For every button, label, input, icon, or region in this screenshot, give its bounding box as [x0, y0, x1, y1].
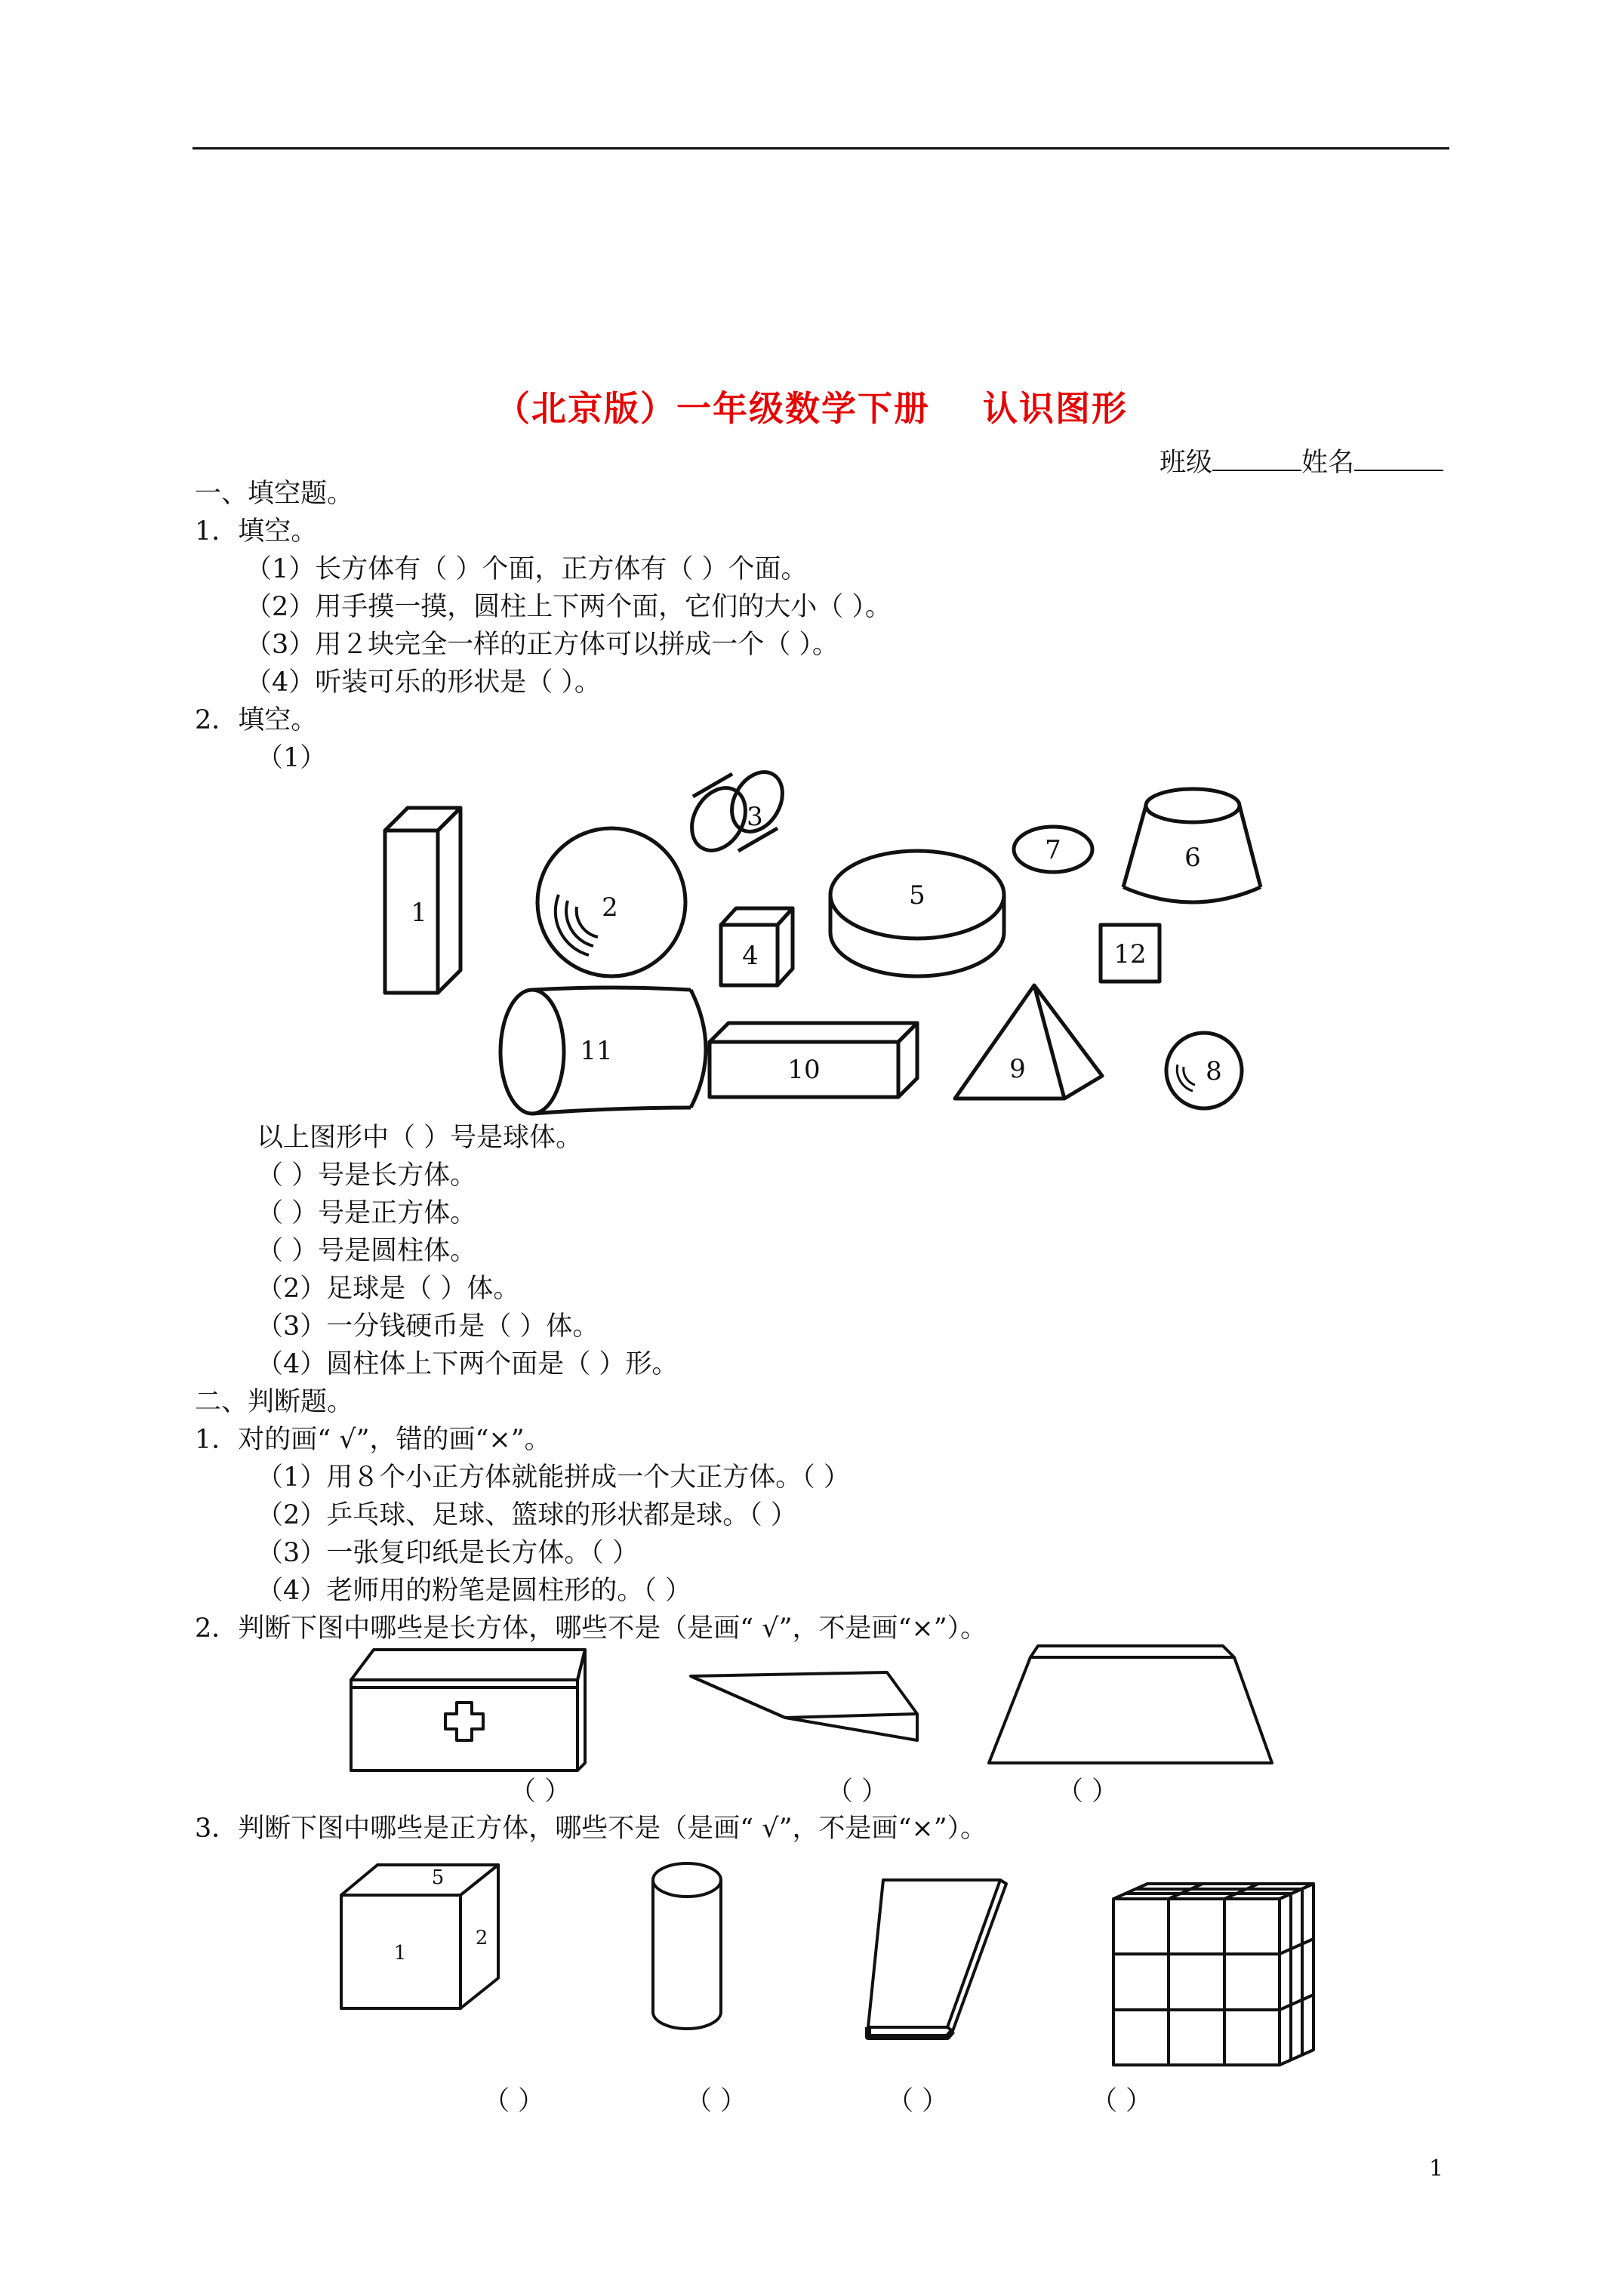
book-shape [868, 1880, 1006, 2037]
shape-label-9: 9 [1009, 1054, 1026, 1084]
cylinder-shape [653, 1863, 721, 2029]
question-heading: 2．判断下图中哪些是长方体，哪些不是（是画“ √”，不是画“×”）。 [195, 1613, 987, 1644]
question-item: （4）圆柱体上下两个面是（ ）形。 [257, 1349, 679, 1379]
name-blank[interactable] [1354, 447, 1443, 471]
question-item: （2）用手摸一摸，圆柱上下两个面，它们的大小（ ）。 [245, 592, 892, 622]
shape-label-5: 5 [909, 880, 925, 911]
question-item: （ ）号是圆柱体。 [257, 1236, 477, 1266]
cube-face-label-5: 5 [431, 1866, 445, 1889]
shape-label-1: 1 [411, 898, 427, 928]
question-item: （2）足球是（ ）体。 [257, 1274, 520, 1304]
question-item: （4）老师用的粉笔是圆柱形的。（ ） [257, 1576, 691, 1606]
answer-paren[interactable]: （ ） [1091, 2086, 1153, 2116]
title-topic: 认识图形 [983, 388, 1128, 429]
section-heading: 一、填空题。 [195, 479, 354, 509]
question-heading: 2．填空。 [195, 705, 318, 735]
worksheet-title [0, 381, 1623, 431]
answer-paren[interactable]: （ ） [827, 1777, 888, 1807]
page-number: 1 [1429, 2156, 1444, 2182]
class-blank[interactable] [1212, 447, 1301, 471]
answer-paren[interactable]: （ ） [887, 2086, 949, 2116]
cuboid-judgement-figure [343, 1642, 1295, 1778]
first-aid-box [351, 1650, 585, 1771]
shapes-figure [370, 766, 1268, 1114]
question-item: 以上图形中（ ）号是球体。 [257, 1123, 583, 1153]
question-item: （ ）号是长方体。 [257, 1160, 477, 1191]
cube-judgement-figure [332, 1850, 1313, 2076]
shape-3-cylinder [681, 763, 793, 860]
shape-9-pyramid [955, 985, 1102, 1099]
trapezoid-prism [989, 1646, 1272, 1763]
shape-label-3: 3 [747, 802, 763, 832]
question-item: （3）一张复印纸是长方体。（ ） [257, 1538, 639, 1568]
shape-label-8: 8 [1206, 1056, 1222, 1086]
cube-face-label-2: 2 [475, 1927, 488, 1949]
question-heading: 1．填空。 [195, 516, 318, 547]
question-item: （4）听装可乐的形状是（ ）。 [245, 667, 601, 698]
shape-label-12: 12 [1113, 939, 1147, 969]
question-item: （1）长方体有（ ）个面，正方体有（ ）个面。 [245, 554, 808, 584]
answer-paren[interactable]: （ ） [483, 2086, 545, 2116]
shape-label-6: 6 [1184, 843, 1201, 873]
question-item: （3）用２块完全一样的正方体可以拼成一个（ ）。 [245, 630, 839, 660]
class-label: 班级 [1159, 448, 1212, 478]
question-item: （2）乒乓球、足球、篮球的形状都是球。（ ） [257, 1500, 797, 1530]
question-heading: 1．对的画“ √”，错的画“×”。 [195, 1425, 551, 1455]
header-rule [192, 147, 1449, 149]
section-heading: 二、判断题。 [195, 1387, 354, 1417]
grid-cube [1113, 1884, 1313, 2065]
shape-8-sphere [1166, 1033, 1242, 1108]
answer-paren[interactable]: （ ） [510, 1777, 571, 1807]
cube-face-label-1: 1 [393, 1942, 407, 1965]
question-item: （ ）号是正方体。 [257, 1198, 477, 1228]
class-name-field [1160, 442, 1443, 479]
shape-label-4: 4 [742, 941, 759, 971]
question-item: （3）一分钱硬币是（ ）体。 [257, 1311, 599, 1342]
shape-label-10: 10 [787, 1055, 821, 1085]
shape-label-11: 11 [580, 1036, 613, 1066]
answer-paren[interactable]: （ ） [685, 2086, 747, 2116]
question-item: （1） [257, 743, 327, 773]
name-label: 姓名 [1301, 448, 1354, 478]
answer-paren[interactable]: （ ） [1057, 1777, 1119, 1807]
shape-label-2: 2 [602, 892, 618, 923]
wedge-shape [691, 1672, 917, 1740]
shape-label-7: 7 [1045, 835, 1061, 865]
question-heading: 3．判断下图中哪些是正方体，哪些不是（是画“ √”，不是画“×”）。 [195, 1814, 987, 1844]
question-item: （1）用８个小正方体就能拼成一个大正方体。（ ） [257, 1462, 850, 1493]
shape-5-cylinder [830, 851, 1004, 976]
title-text: （北京版）一年级数学下册 [495, 388, 930, 429]
